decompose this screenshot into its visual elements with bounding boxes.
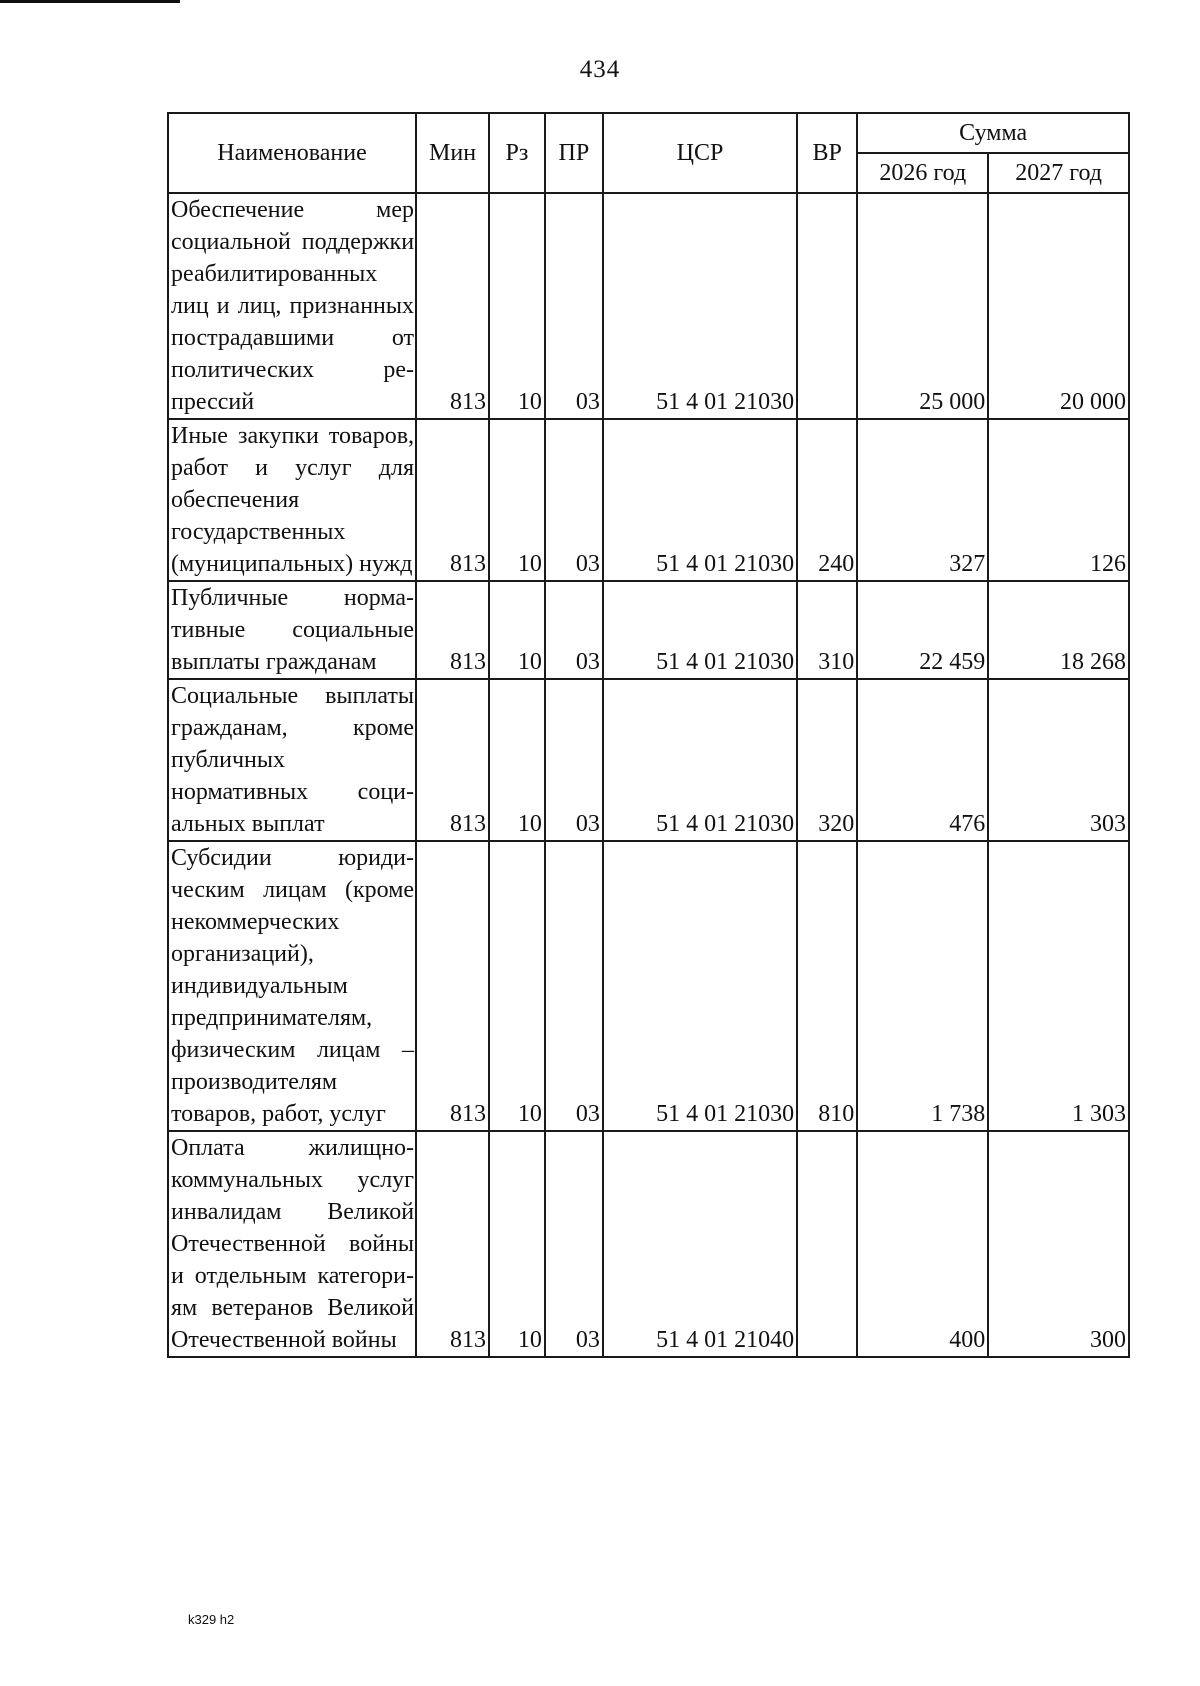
table-row xyxy=(168,193,1129,419)
header-csr: ЦСР xyxy=(603,113,797,193)
row-vr: 240 xyxy=(797,419,857,581)
header-row-top xyxy=(168,113,1129,153)
row-name: Субсидии юридическим лицам (кроме некоммерческих организаций), индивидуальным предпринимателям, физическим лицам – производителям товаров, работ, услуг xyxy=(168,841,416,1131)
row-amount-2027: 126 xyxy=(988,419,1129,581)
row-amount-2026: 327 xyxy=(857,419,988,581)
row-min: 813 xyxy=(416,1131,489,1357)
header-name: Наименование xyxy=(168,113,416,193)
row-pr: 03 xyxy=(545,1131,603,1357)
row-name: Социальные выплаты гражданам, кроме публичных нормативных социальных выплат xyxy=(168,679,416,841)
row-rz: 10 xyxy=(489,841,545,1131)
header-rz: Рз xyxy=(489,113,545,193)
row-rz: 10 xyxy=(489,1131,545,1357)
row-csr: 51 4 01 21040 xyxy=(603,1131,797,1357)
row-amount-2026: 476 xyxy=(857,679,988,841)
table-row xyxy=(168,1131,1129,1357)
row-pr: 03 xyxy=(545,841,603,1131)
row-rz: 10 xyxy=(489,193,545,419)
table-row xyxy=(168,679,1129,841)
header-sum: Сумма xyxy=(857,113,1129,153)
header-year-2026: 2026 год xyxy=(857,153,988,193)
row-amount-2027: 18 268 xyxy=(988,581,1129,679)
corner-mark xyxy=(0,0,180,3)
row-rz: 10 xyxy=(489,679,545,841)
row-amount-2026: 22 459 xyxy=(857,581,988,679)
row-vr: 310 xyxy=(797,581,857,679)
row-csr: 51 4 01 21030 xyxy=(603,193,797,419)
row-name: Оплата жилищно-коммунальных услуг инвалидам Великой Отечественной войны и отдельным категориям ветеранов Великой Отечественной войны xyxy=(168,1131,416,1357)
row-min: 813 xyxy=(416,679,489,841)
row-amount-2026: 400 xyxy=(857,1131,988,1357)
page-number: 434 xyxy=(579,56,621,83)
row-vr xyxy=(797,1131,857,1357)
table-row xyxy=(168,581,1129,679)
row-min: 813 xyxy=(416,193,489,419)
row-csr: 51 4 01 21030 xyxy=(603,419,797,581)
row-rz: 10 xyxy=(489,581,545,679)
budget-table xyxy=(167,112,1130,1358)
header-vr: ВР xyxy=(797,113,857,193)
table-row xyxy=(168,841,1129,1131)
header-pr: ПР xyxy=(545,113,603,193)
row-amount-2027: 20 000 xyxy=(988,193,1129,419)
row-min: 813 xyxy=(416,581,489,679)
row-csr: 51 4 01 21030 xyxy=(603,841,797,1131)
row-rz: 10 xyxy=(489,419,545,581)
footer-code: k329 h2 xyxy=(188,1612,235,1627)
row-min: 813 xyxy=(416,419,489,581)
row-pr: 03 xyxy=(545,679,603,841)
row-pr: 03 xyxy=(545,419,603,581)
row-name: Публичные нормативные социальные выплаты гражданам xyxy=(168,581,416,679)
header-year-2027: 2027 год xyxy=(988,153,1129,193)
row-vr xyxy=(797,193,857,419)
table-row xyxy=(168,419,1129,581)
row-amount-2027: 1 303 xyxy=(988,841,1129,1131)
row-name: Обеспечение мер социальной поддержки реабилитированных лиц и лиц, признанных пострадавшими от политических репрессий xyxy=(168,193,416,419)
row-vr: 810 xyxy=(797,841,857,1131)
header-min: Мин xyxy=(416,113,489,193)
row-amount-2027: 300 xyxy=(988,1131,1129,1357)
row-csr: 51 4 01 21030 xyxy=(603,679,797,841)
row-amount-2026: 25 000 xyxy=(857,193,988,419)
row-pr: 03 xyxy=(545,193,603,419)
row-min: 813 xyxy=(416,841,489,1131)
row-csr: 51 4 01 21030 xyxy=(603,581,797,679)
row-vr: 320 xyxy=(797,679,857,841)
row-amount-2026: 1 738 xyxy=(857,841,988,1131)
row-name: Иные закупки товаров, работ и услуг для обеспечения государственных (муниципальных) нужд xyxy=(168,419,416,581)
row-pr: 03 xyxy=(545,581,603,679)
row-amount-2027: 303 xyxy=(988,679,1129,841)
